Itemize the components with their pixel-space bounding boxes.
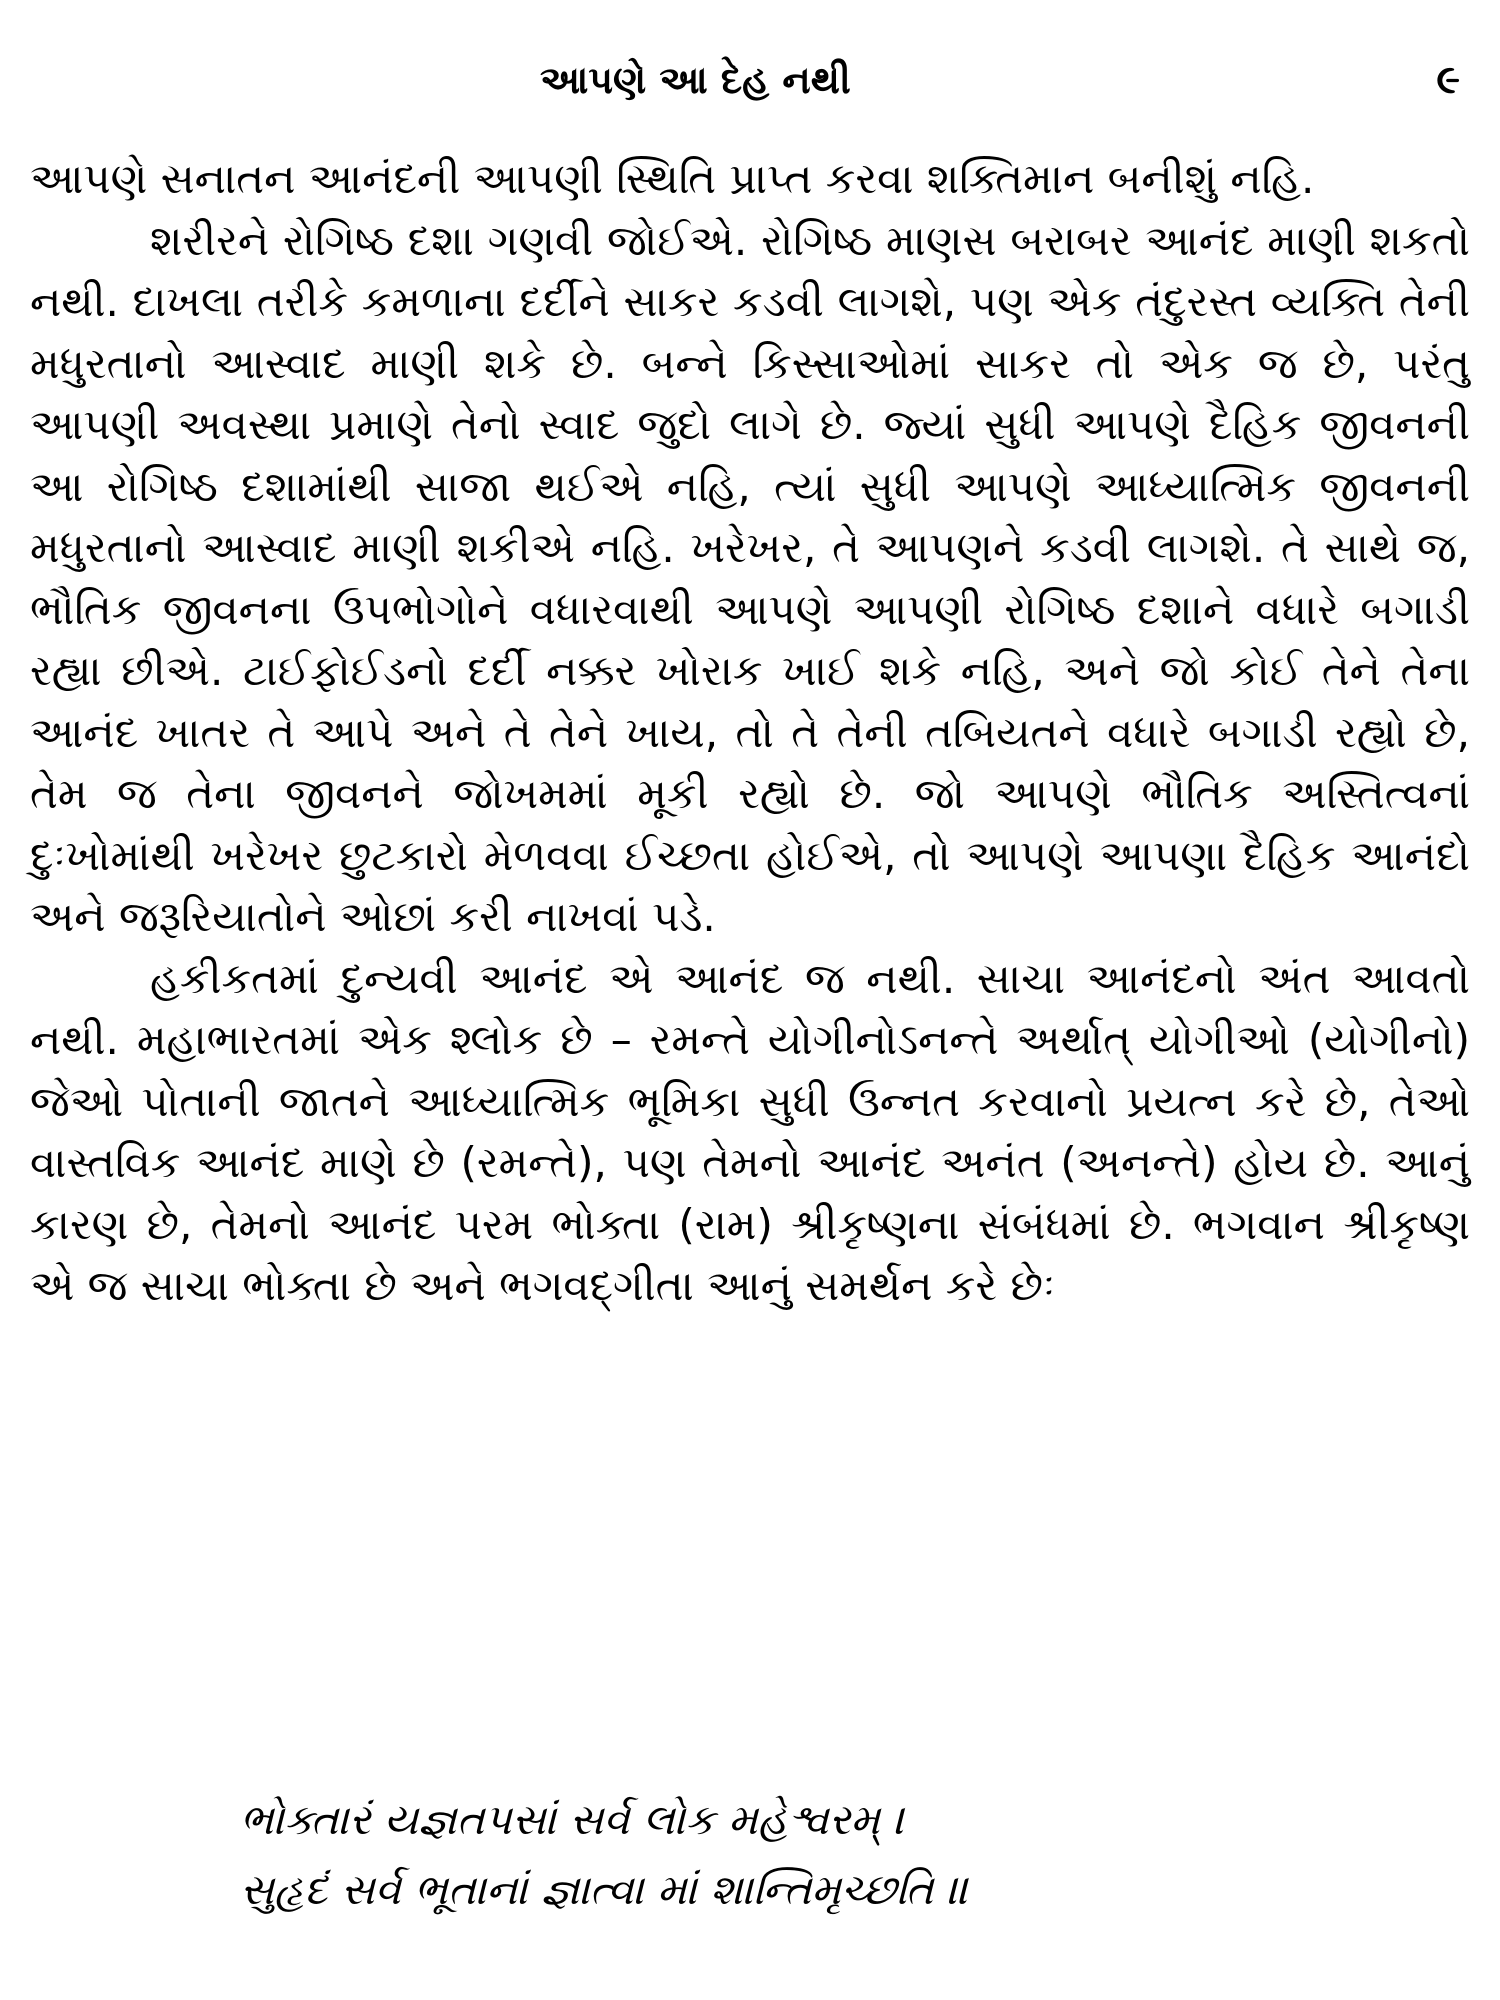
- body-text: [30, 148, 1470, 1317]
- verse-block: [240, 1785, 1440, 1925]
- running-title: આપણે આ દેહ નથી: [540, 58, 851, 102]
- paragraph-1: આપણે સનાતન આનંદની આપણી સ્થિતિ પ્રાપ્ત કરવા શક્તિમાન બનીશું નહિ.: [30, 154, 1315, 203]
- paragraph-3: હકીકતમાં દુન્યવી આનંદ એ આનંદ જ નથી. સાચા આનંદનો અંત આવતો નથી. મહાભારતમાં એક શ્લોક છે – રમન્તે યોગીનોઽનન્તે અર્થાત્ યોગીઓ (યોગીનો) જેઓ પોતાની જાતને આધ્યાત્મિક ભૂમિકા સુધી ઉન્નત કરવાનો પ્રયત્ન કરે છે, તેઓ વાસ્તવિક આનંદ માણે છે (રમન્તે), પણ તેમનો આનંદ અનંત (અનન્તે) હોય છે. આનું કારણ છે, તેમનો આનંદ પરમ ભોક્તા (રામ) શ્રીકૃષ્ણના સંબંધમાં છે. ભગવાન શ્રીકૃષ્ણ એ જ સાચા ભોક્તા છે અને ભગવદ્ગીતા આનું સમર્થન કરે છેઃ: [30, 953, 1470, 1310]
- verse-line-2: સુહૃદં સર્વ ભૂતાનાં જ્ઞાત્વા માં શાન્તિમૃચ્છતિ ॥: [240, 1865, 969, 1914]
- paragraph-2: શરીરને રોગિષ્ઠ દશા ગણવી જોઈએ. રોગિષ્ઠ માણસ બરાબર આનંદ માણી શકતો નથી. દાખલા તરીકે કમળાના દર્દીને સાકર કડવી લાગશે, પણ એક તંદુરસ્ત વ્યક્તિ તેની મધુરતાનો આસ્વાદ માણી શકે છે. બન્ને કિસ્સાઓમાં સાકર તો એક જ છે, પરંતુ આપણી અવસ્થા પ્રમાણે તેનો સ્વાદ જુદો લાગે છે. જ્યાં સુધી આપણે દૈહિક જીવનની આ રોગિષ્ઠ દશામાંથી સાજા થઈએ નહિ, ત્યાં સુધી આપણે આધ્યાત્મિક જીવનની મધુરતાનો આસ્વાદ માણી શકીએ નહિ. ખરેખર, તે આપણને કડવી લાગશે. તે સાથે જ, ભૌતિક જીવનના ઉપભોગોને વધારવાથી આપણે આપણી રોગિષ્ઠ દશાને વધારે બગાડી રહ્યા છીએ. ટાઈફોઈડનો દર્દી નક્કર ખોરાક ખાઈ શકે નહિ, અને જો કોઈ તેને તેના આનંદ ખાતર તે આપે અને તે તેને ખાય, તો તે તેની તબિયતને વધારે બગાડી રહ્યો છે, તેમ જ તેના જીવનને જોખમમાં મૂકી રહ્યો છે. જો આપણે ભૌતિક અસ્તિત્વનાં દુઃખોમાંથી ખરેખર છુટકારો મેળવવા ઈચ્છતા હોઈએ, તો આપણે આપણા દૈહિક આનંદો અને જરૂરિયાતોને ઓછાં કરી નાખવાં પડે.: [30, 215, 1470, 941]
- page-number: ૯: [1436, 57, 1460, 103]
- page-header: [0, 50, 1500, 110]
- verse-line-1: ભોક્તારં યજ્ઞતપસાં સર્વ લોક મહેશ્વરમ્ ।: [240, 1795, 905, 1844]
